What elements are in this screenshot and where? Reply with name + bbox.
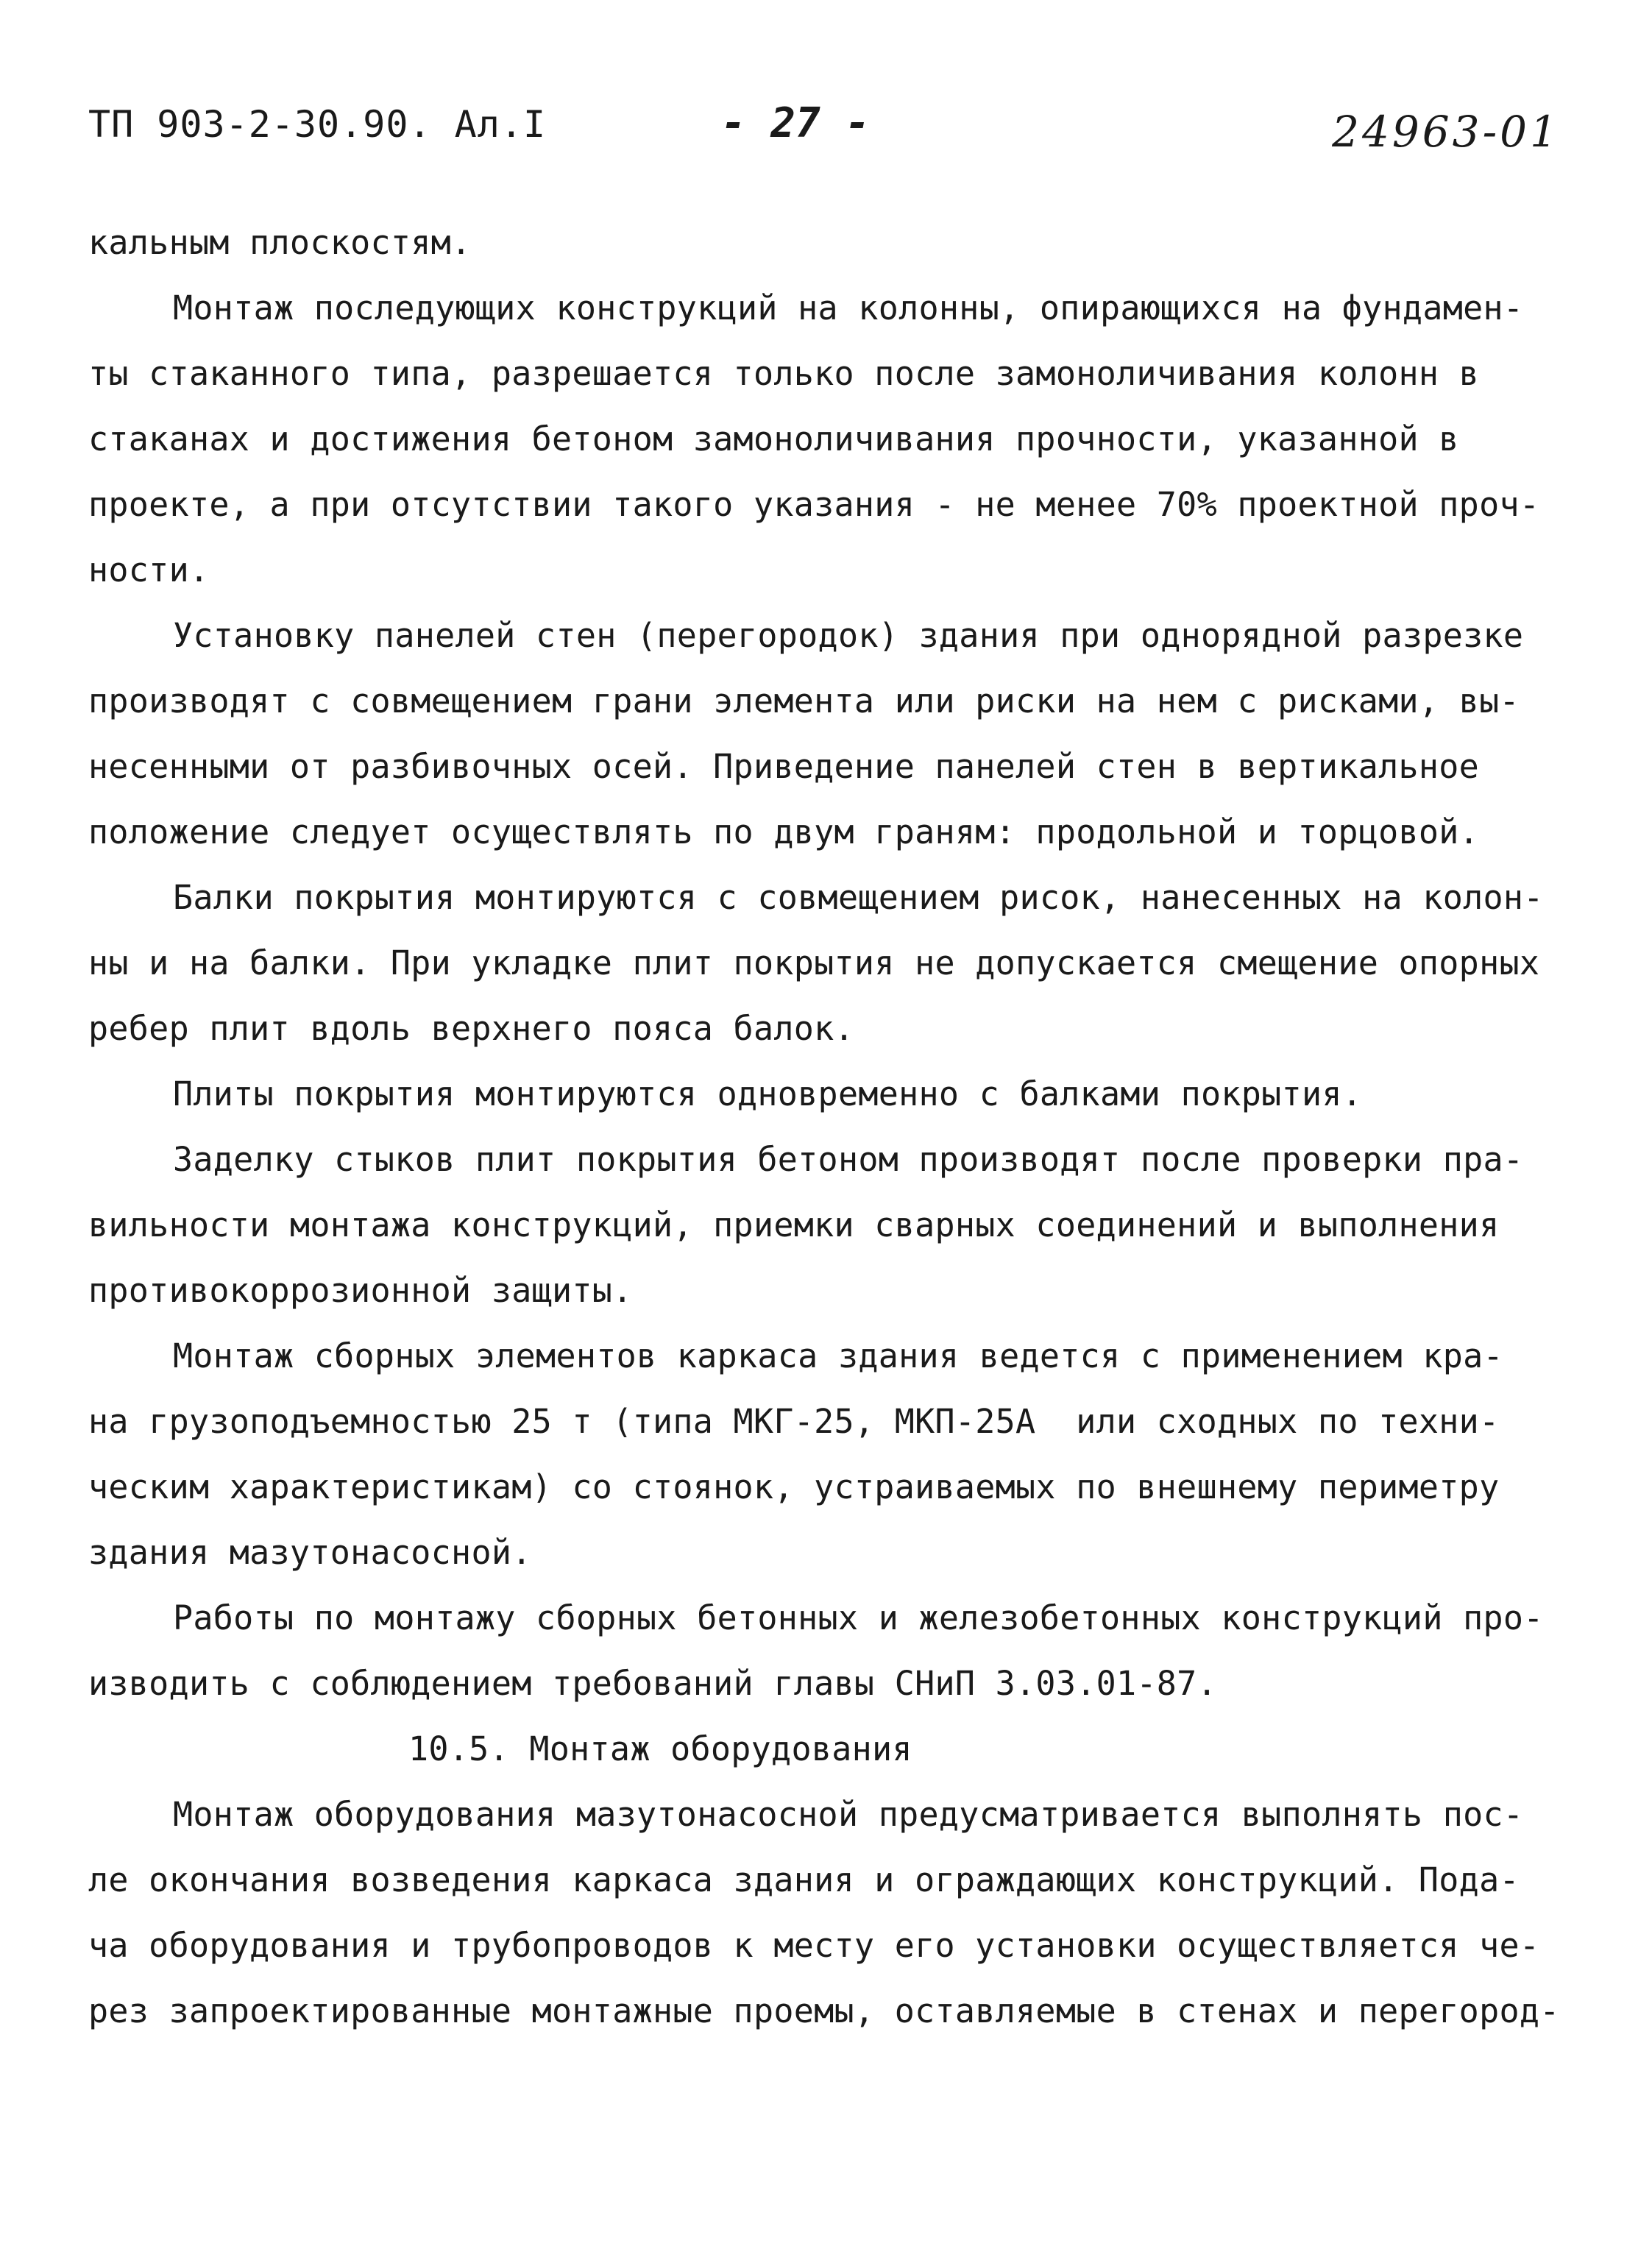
text-line: Установку панелей стен (перегородок) здания при однорядной разрезке (173, 616, 1524, 655)
text-line: Монтаж сборных элементов каркаса здания ведется с применением кра- (173, 1336, 1503, 1375)
text-line: Заделку стыков плит покрытия бетоном производят после проверки пра- (173, 1140, 1524, 1179)
text-line: Монтаж оборудования мазутонасосной предусматривается выполнять пос- (173, 1795, 1524, 1834)
text-line: кальным плоскостям. (88, 223, 472, 262)
text-line: ле окончания возведения каркаса здания и ограждающих конструкций. Пода- (88, 1860, 1520, 1899)
body-text (88, 210, 1604, 2044)
text-line: ча оборудования и трубопроводов к месту его установки осуществляется че- (88, 1926, 1540, 1965)
page-header (88, 88, 1604, 169)
document-code: ТП 903-2-30.90. Ал.I (88, 103, 547, 146)
text-line: изводить с соблюдением требований главы СНиП 3.03.01-87. (88, 1664, 1217, 1703)
text-line: Плиты покрытия монтируются одновременно с балками покрытия. (173, 1074, 1363, 1113)
text-line: здания мазутонасосной. (88, 1533, 532, 1572)
text-line: ны и на балки. При укладке плит покрытия не допускается смещение опорных (88, 943, 1540, 982)
text-line: Балки покрытия монтируются с совмещением рисок, нанесенных на колон- (173, 878, 1544, 917)
text-line: противокоррозионной защиты. (88, 1271, 633, 1310)
text-line: на грузоподъемностью 25 т (типа МКГ-25, МКП-25А или сходных по техни- (88, 1402, 1500, 1441)
page-number: - 27 - (721, 99, 871, 147)
document-number: 24963-01 (1332, 107, 1560, 157)
text-line: ты стаканного типа, разрешается только после замоноличивания колонн в (88, 354, 1480, 393)
text-line: Работы по монтажу сборных бетонных и железобетонных конструкций про- (173, 1598, 1544, 1637)
text-line: ребер плит вдоль верхнего пояса балок. (88, 1009, 854, 1048)
text-line: производят с совмещением грани элемента или риски на нем с рисками, вы- (88, 681, 1520, 720)
text-line: стаканах и достижения бетоном замоноличивания прочности, указанной в (88, 419, 1459, 458)
text-line: ческим характеристикам) со стоянок, устраиваемых по внешнему периметру (88, 1467, 1500, 1506)
text-line: проекте, а при отсутствии такого указания - не менее 70% проектной проч- (88, 485, 1540, 524)
text-line: Монтаж последующих конструкций на колонны, опирающихся на фундамен- (173, 288, 1524, 327)
section-heading: 10.5. Монтаж оборудования (408, 1729, 912, 1768)
text-line: положение следует осуществлять по двум граням: продольной и торцовой. (88, 812, 1480, 851)
text-line: вильности монтажа конструкций, приемки сварных соединений и выполнения (88, 1205, 1500, 1244)
text-line: ности. (88, 550, 210, 589)
text-line: рез запроектированные монтажные проемы, оставляемые в стенах и перегород- (88, 1991, 1560, 2030)
text-line: несенными от разбивочных осей. Приведение панелей стен в вертикальное (88, 747, 1480, 786)
